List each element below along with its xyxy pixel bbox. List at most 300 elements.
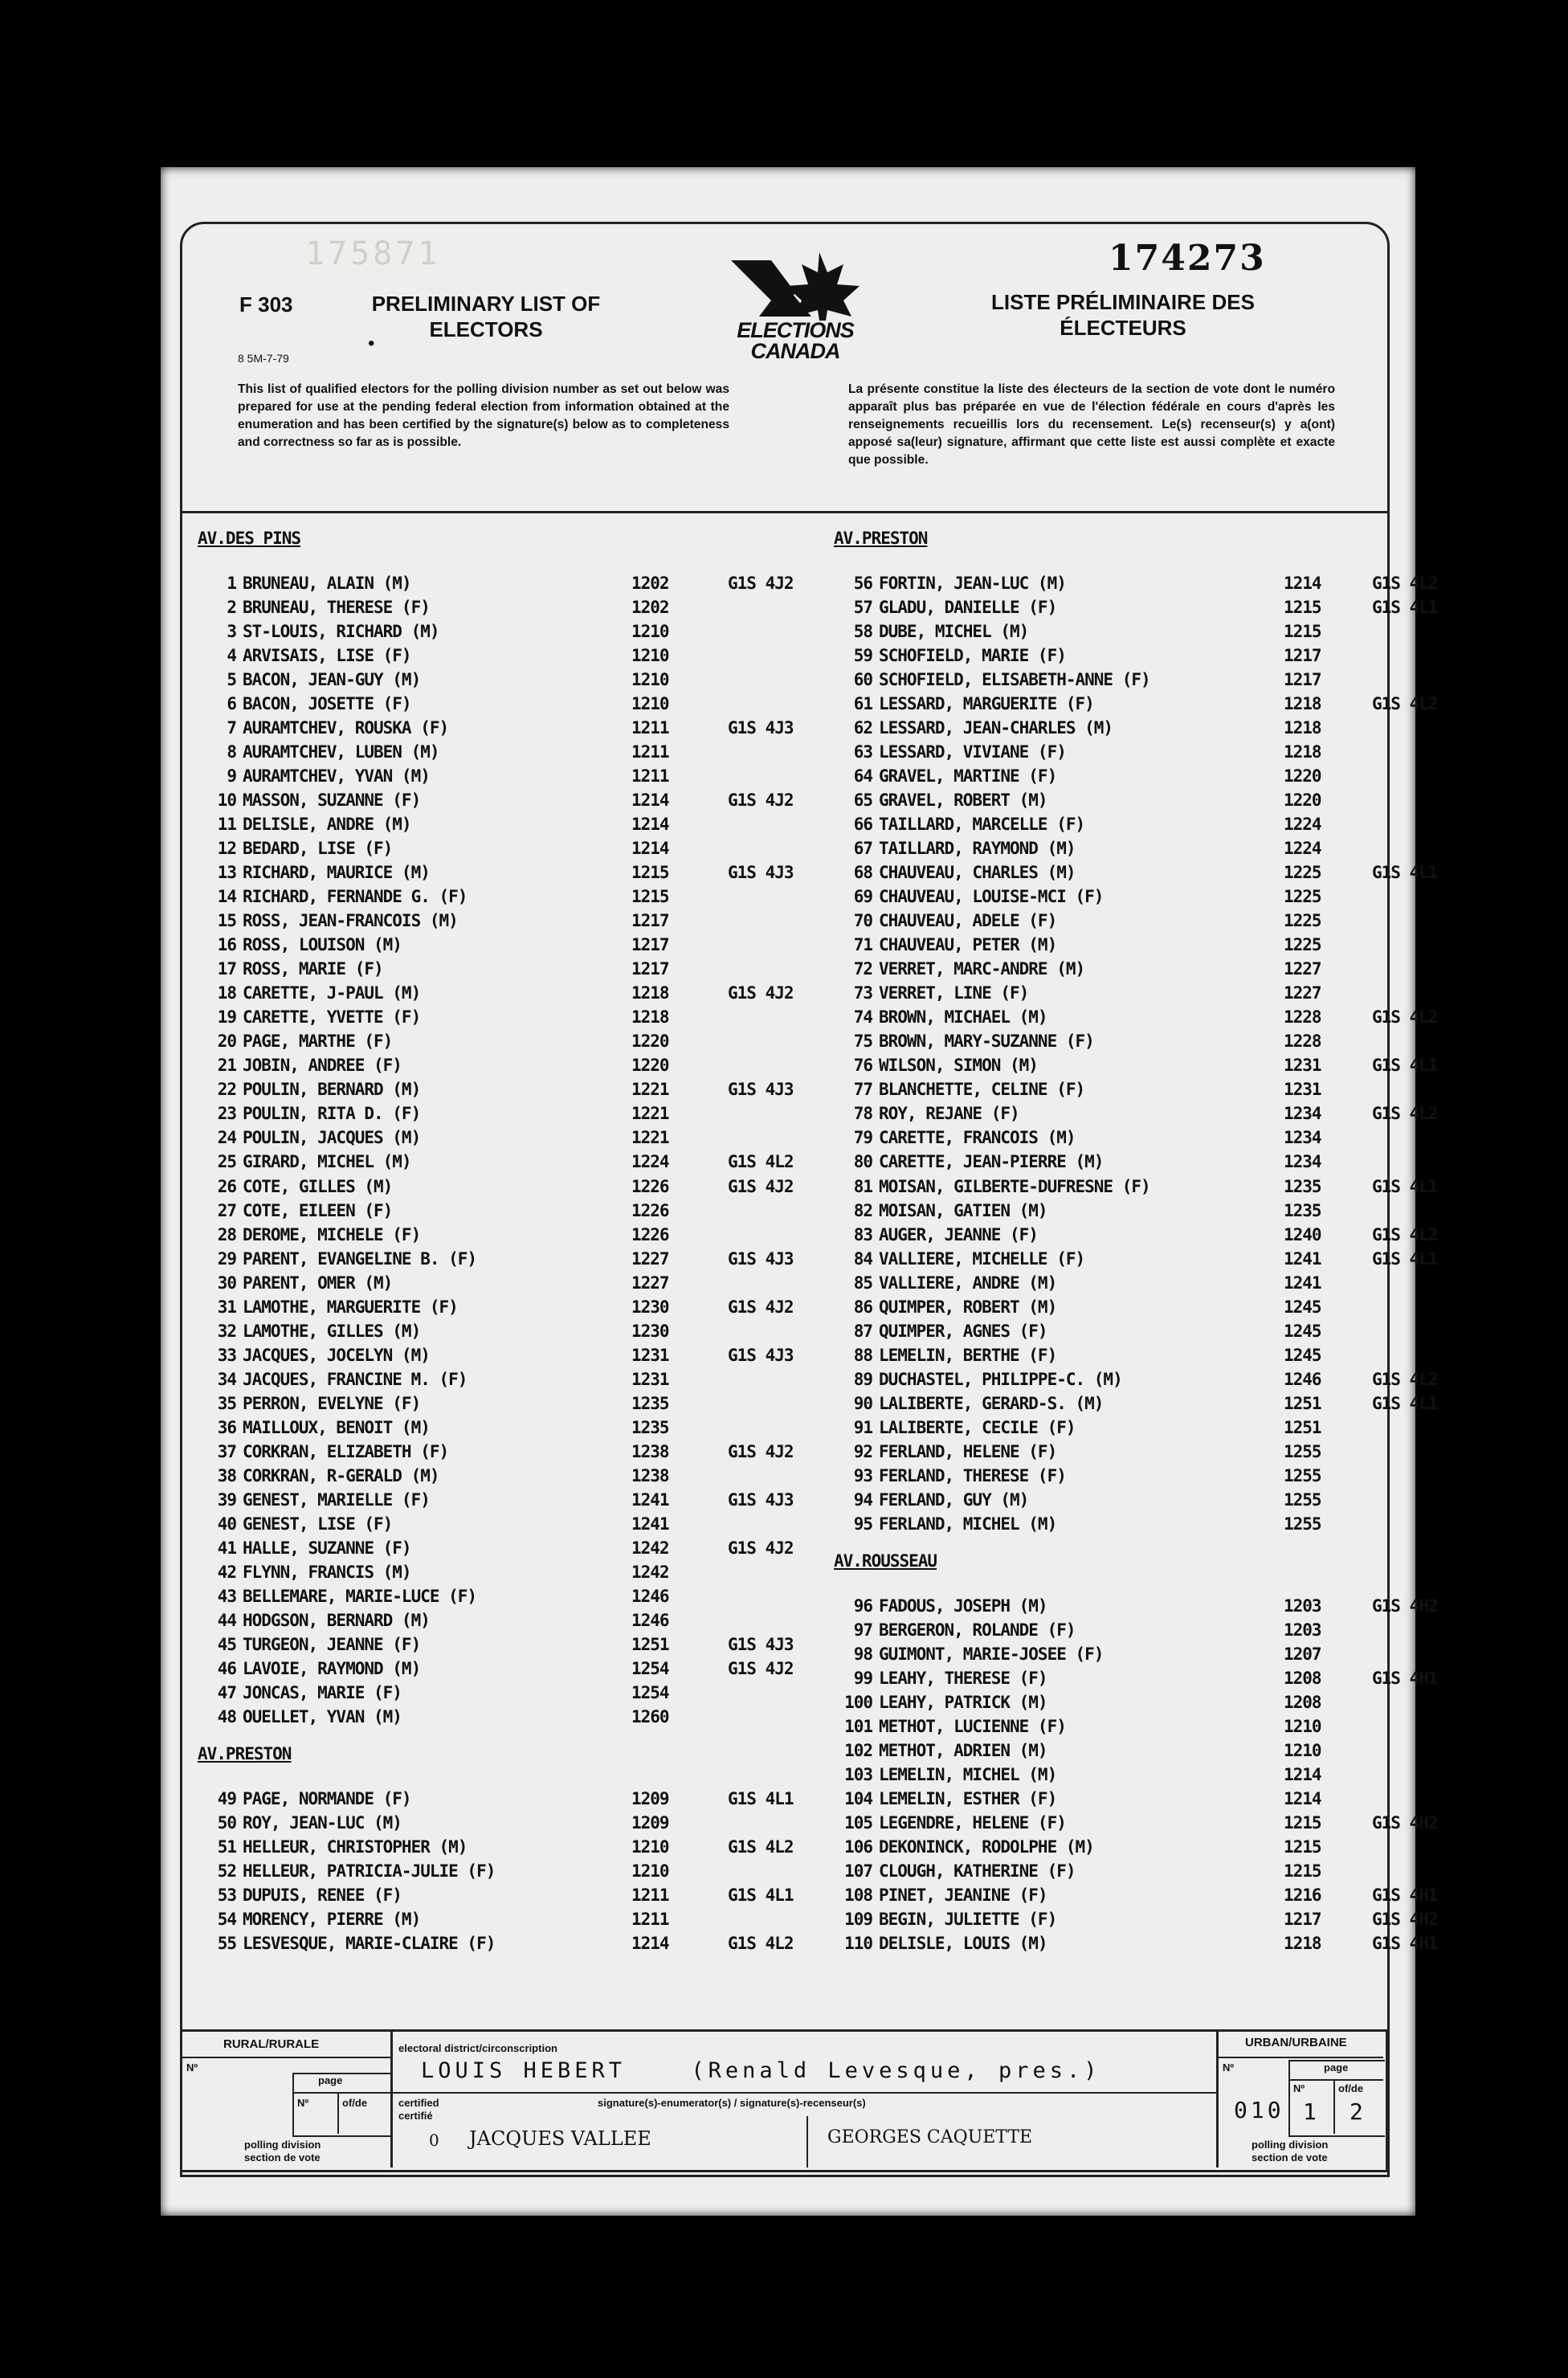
postal-code: G1S 4L1 bbox=[728, 1788, 794, 1808]
postal-code: G1S 4J2 bbox=[728, 1297, 794, 1317]
elector-name: BEGIN, JULIETTE (F) bbox=[879, 1910, 1057, 1930]
elector-name: BRUNEAU, THERESE (F) bbox=[243, 598, 430, 618]
elector-name: LESSARD, JEAN-CHARLES (M) bbox=[879, 718, 1113, 738]
civic-number: 1220 bbox=[631, 1032, 669, 1052]
elector-name: QUIMPER, AGNES (F) bbox=[879, 1321, 1047, 1341]
civic-number: 1202 bbox=[631, 598, 669, 618]
elector-name: GUIMONT, MARIE-JOSEE (F) bbox=[879, 1644, 1104, 1664]
elector-name: DELISLE, LOUIS (M) bbox=[879, 1934, 1047, 1954]
elector-row bbox=[834, 1104, 1438, 1128]
elector-number: 104 bbox=[844, 1788, 872, 1808]
elector-number: 52 bbox=[217, 1861, 236, 1882]
elector-name: POULIN, BERNARD (M) bbox=[243, 1080, 421, 1100]
elector-number: 49 bbox=[217, 1788, 236, 1808]
elector-row bbox=[198, 959, 776, 983]
postal-code: G1S 4J3 bbox=[728, 1489, 794, 1510]
elector-name: GIRARD, MICHEL (M) bbox=[243, 1152, 411, 1172]
civic-number: 1215 bbox=[1284, 1861, 1321, 1882]
elector-name: DUPUIS, RENEE (F) bbox=[243, 1886, 402, 1906]
civic-number: 1215 bbox=[631, 887, 669, 907]
district-label: electoral district/circonscription bbox=[398, 2042, 557, 2054]
elector-row bbox=[198, 742, 776, 766]
enumerator-signature-1: JACQUES VALLEE bbox=[469, 2127, 651, 2150]
elector-number: 85 bbox=[853, 1273, 872, 1293]
form-footer bbox=[180, 2029, 1386, 2174]
urban-page-label: page bbox=[1324, 2061, 1349, 2074]
rural-label: RURAL/RURALE bbox=[223, 2037, 320, 2051]
elector-number: 74 bbox=[853, 1007, 872, 1028]
elector-row bbox=[198, 863, 794, 887]
elector-row bbox=[198, 1441, 794, 1466]
civic-number: 1251 bbox=[631, 1634, 669, 1654]
postal-code: G1S 4L1 bbox=[1372, 1393, 1438, 1413]
postal-code: G1S 4H1 bbox=[1372, 1668, 1438, 1688]
civic-number: 1241 bbox=[631, 1489, 669, 1510]
civic-number: 1214 bbox=[631, 815, 669, 835]
rural-page-no-label: Nº bbox=[297, 2097, 309, 2109]
elector-number: 93 bbox=[853, 1465, 872, 1485]
elector-number: 48 bbox=[217, 1706, 236, 1726]
civic-number: 1235 bbox=[631, 1417, 669, 1437]
civic-number: 1211 bbox=[631, 1910, 669, 1930]
elector-name: BACON, JOSETTE (F) bbox=[243, 694, 411, 714]
elector-row bbox=[198, 1080, 794, 1104]
signature-mark: 0 bbox=[429, 2131, 439, 2150]
civic-number: 1218 bbox=[631, 983, 669, 1003]
elector-number: 22 bbox=[217, 1080, 236, 1100]
civic-number: 1208 bbox=[1284, 1668, 1321, 1688]
elector-name: LEGENDRE, HELENE (F) bbox=[879, 1812, 1066, 1833]
elector-name: VERRET, MARC-ANDRE (M) bbox=[879, 959, 1085, 979]
elector-name: ROSS, LOUISON (M) bbox=[243, 935, 402, 955]
district-name-text: LOUIS HEBERT bbox=[421, 2058, 627, 2083]
elector-number: 47 bbox=[217, 1682, 236, 1702]
elector-name: ROY, REJANE (F) bbox=[879, 1104, 1019, 1124]
elector-row bbox=[834, 670, 1404, 694]
civic-number: 1215 bbox=[1284, 1837, 1321, 1857]
elector-number: 95 bbox=[853, 1514, 872, 1534]
elector-row bbox=[198, 815, 776, 839]
civic-number: 1215 bbox=[1284, 1812, 1321, 1833]
elector-row bbox=[834, 1273, 1404, 1297]
statement-fr: La présente constitue la liste des électeurs de la section de vote dont le numéro apparaît plus bas préparée en vue de l'élection fédérale en cours d'après les renseignements recueillis lors du recensement. Le(s) recenseur(s) y a(ont) apposé sa(leur) signature, affirmant que cette liste est aussi complète et exacte que possible. bbox=[848, 382, 1335, 467]
postal-code: G1S 4J2 bbox=[728, 574, 794, 593]
elector-number: 100 bbox=[844, 1692, 872, 1712]
elector-name: PAGE, NORMANDE (F) bbox=[243, 1788, 411, 1808]
certified-label-fr: certifié bbox=[398, 2110, 433, 2122]
civic-number: 1218 bbox=[631, 1007, 669, 1028]
elector-row bbox=[834, 598, 1438, 622]
civic-number: 1231 bbox=[631, 1369, 669, 1389]
elector-row bbox=[834, 887, 1404, 911]
elector-number: 51 bbox=[217, 1837, 236, 1857]
elector-number: 58 bbox=[853, 622, 872, 642]
elector-name: MORENCY, PIERRE (M) bbox=[243, 1910, 421, 1930]
elector-name: FERLAND, MICHEL (M) bbox=[879, 1514, 1057, 1534]
elector-number: 102 bbox=[844, 1740, 872, 1760]
elector-name: CARETTE, JEAN-PIERRE (M) bbox=[879, 1152, 1104, 1172]
elector-number: 77 bbox=[853, 1080, 872, 1100]
elector-number: 39 bbox=[217, 1489, 236, 1510]
elector-name: GENEST, MARIELLE (F) bbox=[243, 1489, 430, 1510]
elector-number: 55 bbox=[217, 1934, 236, 1954]
elector-number: 96 bbox=[853, 1596, 872, 1616]
elector-row bbox=[834, 1322, 1404, 1346]
civic-number: 1210 bbox=[631, 694, 669, 714]
elector-number: 90 bbox=[853, 1393, 872, 1413]
postal-code: G1S 4J2 bbox=[728, 1176, 794, 1196]
civic-number: 1210 bbox=[631, 670, 669, 690]
elector-name: ROY, JEAN-LUC (M) bbox=[243, 1812, 402, 1833]
civic-number: 1246 bbox=[631, 1586, 669, 1606]
elector-row bbox=[834, 791, 1404, 815]
elector-number: 73 bbox=[853, 983, 872, 1003]
elector-name: CORKRAN, R-GERALD (M) bbox=[243, 1465, 439, 1485]
elector-number: 84 bbox=[853, 1248, 872, 1269]
elector-number: 79 bbox=[853, 1128, 872, 1148]
elector-number: 34 bbox=[217, 1369, 236, 1389]
elector-row bbox=[834, 1812, 1438, 1837]
title-fr: LISTE PRÉLIMINAIRE DES ÉLECTEURS bbox=[991, 290, 1255, 340]
form-date: 8 5M-7-79 bbox=[238, 352, 289, 365]
elector-name: HODGSON, BERNARD (M) bbox=[243, 1610, 430, 1630]
elector-number: 91 bbox=[853, 1417, 872, 1437]
elector-name: GENEST, LISE (F) bbox=[243, 1514, 393, 1534]
elector-number: 32 bbox=[217, 1321, 236, 1341]
elector-row bbox=[834, 815, 1404, 839]
elector-number: 97 bbox=[853, 1620, 872, 1640]
postal-code: G1S 4L2 bbox=[1372, 1007, 1438, 1028]
elector-number: 75 bbox=[853, 1032, 872, 1052]
elector-row bbox=[834, 742, 1404, 766]
elector-row bbox=[198, 887, 776, 911]
elector-list-sheet bbox=[161, 167, 1438, 2216]
civic-number: 1255 bbox=[1284, 1465, 1321, 1485]
elector-row bbox=[198, 646, 776, 670]
elector-row bbox=[834, 1765, 1404, 1789]
form-code: F 303 bbox=[239, 292, 293, 317]
civic-number: 1214 bbox=[1284, 1764, 1321, 1784]
civic-number: 1210 bbox=[631, 646, 669, 666]
elector-number: 108 bbox=[844, 1886, 872, 1906]
serial-number: 174273 bbox=[1109, 238, 1266, 279]
elector-row bbox=[198, 1611, 776, 1635]
elector-name: PARENT, EVANGELINE B. (F) bbox=[243, 1248, 477, 1269]
elector-row bbox=[198, 1104, 776, 1128]
elector-number: 72 bbox=[853, 959, 872, 979]
elector-row bbox=[834, 1514, 1404, 1538]
elector-name: JOBIN, ANDREE (F) bbox=[243, 1056, 402, 1076]
postal-code: G1S 4H2 bbox=[1372, 1910, 1438, 1930]
civic-number: 1242 bbox=[631, 1562, 669, 1582]
rural-page-label: page bbox=[318, 2074, 343, 2086]
elector-number: 7 bbox=[227, 718, 236, 738]
civic-number: 1225 bbox=[1284, 887, 1321, 907]
elector-number: 70 bbox=[853, 911, 872, 931]
logo-text-line-2: CANADA bbox=[750, 339, 840, 363]
elector-row bbox=[834, 1248, 1438, 1273]
elector-number: 87 bbox=[853, 1321, 872, 1341]
elector-row bbox=[834, 694, 1438, 718]
elector-name: LEMELIN, MICHEL (M) bbox=[879, 1764, 1057, 1784]
elector-number: 71 bbox=[853, 935, 872, 955]
rural-of-label: of/de bbox=[342, 2097, 368, 2109]
elector-row bbox=[198, 935, 776, 959]
elector-name: MOISAN, GATIEN (M) bbox=[879, 1200, 1047, 1220]
urban-line-1 bbox=[1216, 2057, 1383, 2058]
street-heading: AV.PRESTON bbox=[834, 529, 928, 548]
postal-code: G1S 4L2 bbox=[728, 1837, 794, 1857]
elector-number: 57 bbox=[853, 598, 872, 618]
elector-number: 88 bbox=[853, 1345, 872, 1365]
elector-row bbox=[198, 839, 776, 863]
elector-name: CORKRAN, ELIZABETH (F) bbox=[243, 1441, 449, 1461]
elector-name: TAILLARD, MARCELLE (F) bbox=[879, 815, 1085, 835]
urban-of-divider bbox=[1333, 2079, 1335, 2134]
civic-number: 1226 bbox=[631, 1224, 669, 1244]
elector-number: 61 bbox=[853, 694, 872, 714]
elector-number: 16 bbox=[217, 935, 236, 955]
elector-name: BROWN, MICHAEL (M) bbox=[879, 1007, 1047, 1028]
elector-name: CLOUGH, KATHERINE (F) bbox=[879, 1861, 1076, 1882]
elector-number: 82 bbox=[853, 1200, 872, 1220]
postal-code: G1S 4J2 bbox=[728, 791, 794, 811]
civic-number: 1208 bbox=[1284, 1692, 1321, 1712]
civic-number: 1210 bbox=[631, 622, 669, 642]
elector-row bbox=[198, 1587, 776, 1611]
elector-name: BLANCHETTE, CELINE (F) bbox=[879, 1080, 1085, 1100]
elector-number: 1 bbox=[227, 574, 236, 593]
civic-number: 1217 bbox=[1284, 646, 1321, 666]
elector-row bbox=[834, 1201, 1404, 1225]
elector-number: 60 bbox=[853, 670, 872, 690]
elector-name: ROSS, JEAN-FRANCOIS (M) bbox=[243, 911, 458, 931]
elector-number: 83 bbox=[853, 1224, 872, 1244]
elector-name: LAMOTHE, GILLES (M) bbox=[243, 1321, 421, 1341]
elector-row bbox=[198, 1152, 794, 1176]
left-column bbox=[198, 529, 794, 2127]
elector-row bbox=[198, 1466, 776, 1490]
civic-number: 1230 bbox=[631, 1321, 669, 1341]
handwritten-mark: 175871 bbox=[305, 235, 441, 272]
elector-row bbox=[834, 1645, 1404, 1669]
elector-number: 89 bbox=[853, 1369, 872, 1389]
elector-number: 9 bbox=[227, 766, 236, 787]
elector-number: 45 bbox=[217, 1634, 236, 1654]
elector-number: 68 bbox=[853, 863, 872, 883]
elector-name: FADOUS, JOSEPH (M) bbox=[879, 1596, 1047, 1616]
civic-number: 1211 bbox=[631, 718, 669, 738]
elector-number: 59 bbox=[853, 646, 872, 666]
elector-number: 66 bbox=[853, 815, 872, 835]
elector-number: 21 bbox=[217, 1056, 236, 1076]
postal-code: G1S 4L1 bbox=[1372, 1248, 1438, 1269]
elector-name: LESSARD, MARGUERITE (F) bbox=[879, 694, 1094, 714]
civic-number: 1218 bbox=[1284, 1934, 1321, 1954]
elector-row bbox=[834, 1466, 1404, 1490]
postal-code: G1S 4L1 bbox=[728, 1886, 794, 1906]
header-divider bbox=[180, 511, 1390, 513]
elector-row bbox=[198, 718, 794, 742]
elector-row bbox=[198, 1683, 776, 1707]
civic-number: 1234 bbox=[1284, 1104, 1321, 1124]
elector-row bbox=[198, 1788, 794, 1813]
elector-row bbox=[834, 1152, 1404, 1176]
elector-name: LEAHY, PATRICK (M) bbox=[879, 1692, 1047, 1712]
elector-name: AURAMTCHEV, LUBEN (M) bbox=[243, 742, 439, 762]
civic-number: 1245 bbox=[1284, 1297, 1321, 1317]
civic-number: 1234 bbox=[1284, 1152, 1321, 1172]
street-heading: AV.PRESTON bbox=[198, 1743, 292, 1763]
rural-page-divider bbox=[292, 2092, 390, 2094]
elector-name: CHAUVEAU, CHARLES (M) bbox=[879, 863, 1076, 883]
civic-number: 1217 bbox=[631, 911, 669, 931]
civic-number: 1203 bbox=[1284, 1596, 1321, 1616]
civic-number: 1246 bbox=[631, 1610, 669, 1630]
civic-number: 1227 bbox=[631, 1248, 669, 1269]
elector-number: 94 bbox=[853, 1489, 872, 1510]
elector-name: BRUNEAU, ALAIN (M) bbox=[243, 574, 411, 593]
elector-row bbox=[834, 1717, 1404, 1741]
elector-number: 98 bbox=[853, 1644, 872, 1664]
elector-row bbox=[198, 1861, 776, 1886]
elector-row bbox=[834, 911, 1404, 935]
elector-number: 78 bbox=[853, 1104, 872, 1124]
elector-name: GRAVEL, MARTINE (F) bbox=[879, 766, 1057, 787]
elector-number: 3 bbox=[227, 622, 236, 642]
elector-name: DEKONINCK, RODOLPHE (M) bbox=[879, 1837, 1094, 1857]
postal-code: G1S 4L2 bbox=[1372, 1104, 1438, 1124]
elector-number: 18 bbox=[217, 983, 236, 1003]
polling-division-number: 010 bbox=[1234, 2097, 1284, 2123]
urban-of-label: of/de bbox=[1338, 2082, 1364, 2094]
civic-number: 1217 bbox=[631, 959, 669, 979]
elector-number: 28 bbox=[217, 1224, 236, 1244]
postal-code: G1S 4L1 bbox=[1372, 1056, 1438, 1076]
elector-name: MAILLOUX, BENOIT (M) bbox=[243, 1417, 430, 1437]
elector-number: 10 bbox=[217, 791, 236, 811]
civic-number: 1220 bbox=[1284, 766, 1321, 787]
rural-no-label: Nº bbox=[186, 2061, 198, 2074]
civic-number: 1221 bbox=[631, 1080, 669, 1100]
elector-name: DEROME, MICHELE (F) bbox=[243, 1224, 421, 1244]
elector-number: 17 bbox=[217, 959, 236, 979]
elector-name: TURGEON, JEANNE (F) bbox=[243, 1634, 421, 1654]
elector-number: 80 bbox=[853, 1152, 872, 1172]
civic-number: 1210 bbox=[1284, 1716, 1321, 1736]
elector-number: 64 bbox=[853, 766, 872, 787]
elector-row bbox=[834, 1837, 1404, 1861]
civic-number: 1226 bbox=[631, 1200, 669, 1220]
postal-code: G1S 4J3 bbox=[728, 1634, 794, 1654]
civic-number: 1207 bbox=[1284, 1644, 1321, 1664]
elector-row bbox=[834, 1032, 1404, 1056]
elector-number: 69 bbox=[853, 887, 872, 907]
elector-name: JACQUES, JOCELYN (M) bbox=[243, 1345, 430, 1365]
district-note: (Renald Levesque, pres.) bbox=[691, 2058, 1101, 2083]
elector-row bbox=[198, 1201, 776, 1225]
postal-code: G1S 4J2 bbox=[728, 983, 794, 1003]
elector-name: FERLAND, GUY (M) bbox=[879, 1489, 1029, 1510]
elector-row bbox=[834, 1224, 1438, 1249]
elector-row bbox=[198, 1273, 776, 1297]
elector-name: CARETTE, J-PAUL (M) bbox=[243, 983, 421, 1003]
elector-row bbox=[198, 1128, 776, 1152]
signature-label: signature(s)-enumerator(s) / signature(s)-recenseur(s) bbox=[598, 2097, 866, 2109]
elector-row bbox=[834, 1369, 1438, 1394]
elector-number: 33 bbox=[217, 1345, 236, 1365]
elector-row bbox=[198, 598, 776, 622]
elector-name: AUGER, JEANNE (F) bbox=[879, 1224, 1038, 1244]
postal-code: G1S 4L2 bbox=[1372, 1369, 1438, 1389]
civic-number: 1214 bbox=[631, 1934, 669, 1954]
elector-name: GRAVEL, ROBERT (M) bbox=[879, 791, 1047, 811]
elector-number: 63 bbox=[853, 742, 872, 762]
civic-number: 1221 bbox=[631, 1128, 669, 1148]
elector-number: 37 bbox=[217, 1441, 236, 1461]
elector-name: TAILLARD, RAYMOND (M) bbox=[879, 839, 1076, 859]
elector-number: 53 bbox=[217, 1886, 236, 1906]
elector-row bbox=[198, 1837, 794, 1861]
elector-row bbox=[198, 1225, 776, 1249]
elector-number: 27 bbox=[217, 1200, 236, 1220]
elector-row bbox=[834, 1668, 1438, 1693]
elector-number: 40 bbox=[217, 1514, 236, 1534]
civic-number: 1210 bbox=[631, 1837, 669, 1857]
postal-code: G1S 4H2 bbox=[1372, 1812, 1438, 1833]
elector-name: CARETTE, FRANCOIS (M) bbox=[879, 1128, 1076, 1148]
elector-number: 46 bbox=[217, 1658, 236, 1678]
civic-number: 1260 bbox=[631, 1706, 669, 1726]
elector-row bbox=[198, 1322, 776, 1346]
elector-number: 31 bbox=[217, 1297, 236, 1317]
civic-number: 1235 bbox=[1284, 1200, 1321, 1220]
postal-code: G1S 4L1 bbox=[1372, 863, 1438, 883]
elector-number: 101 bbox=[844, 1716, 872, 1736]
civic-number: 1225 bbox=[1284, 911, 1321, 931]
elector-row bbox=[198, 1489, 794, 1514]
elector-name: JONCAS, MARIE (F) bbox=[243, 1682, 402, 1702]
civic-number: 1211 bbox=[631, 766, 669, 787]
postal-code: G1S 4L2 bbox=[728, 1152, 794, 1172]
elector-name: LESVESQUE, MARIE-CLAIRE (F) bbox=[243, 1934, 496, 1954]
civic-number: 1217 bbox=[1284, 670, 1321, 690]
civic-number: 1254 bbox=[631, 1682, 669, 1702]
elector-number: 14 bbox=[217, 887, 236, 907]
elector-name: GLADU, DANIELLE (F) bbox=[879, 598, 1057, 618]
elector-number: 103 bbox=[844, 1764, 872, 1784]
urban-polling-en: polling division bbox=[1252, 2139, 1329, 2151]
logo-text bbox=[715, 320, 876, 362]
rural-polling-fr: section de vote bbox=[244, 2151, 321, 2163]
elector-name: ROSS, MARIE (F) bbox=[243, 959, 383, 979]
district-divider bbox=[390, 2092, 1216, 2094]
elector-row bbox=[834, 1080, 1404, 1104]
elector-number: 62 bbox=[853, 718, 872, 738]
elector-name: AURAMTCHEV, YVAN (M) bbox=[243, 766, 430, 787]
elector-name: CARETTE, YVETTE (F) bbox=[243, 1007, 421, 1028]
postal-code: G1S 4J3 bbox=[728, 1080, 794, 1100]
postal-code: G1S 4H1 bbox=[1372, 1886, 1438, 1906]
elector-number: 2 bbox=[227, 598, 236, 618]
elector-number: 105 bbox=[844, 1812, 872, 1833]
elector-number: 110 bbox=[844, 1934, 872, 1954]
elector-number: 109 bbox=[844, 1910, 872, 1930]
elector-name: DUBE, MICHEL (M) bbox=[879, 622, 1029, 642]
civic-number: 1209 bbox=[631, 1788, 669, 1808]
elector-name: OUELLET, YVAN (M) bbox=[243, 1706, 402, 1726]
elector-row bbox=[198, 1910, 776, 1934]
